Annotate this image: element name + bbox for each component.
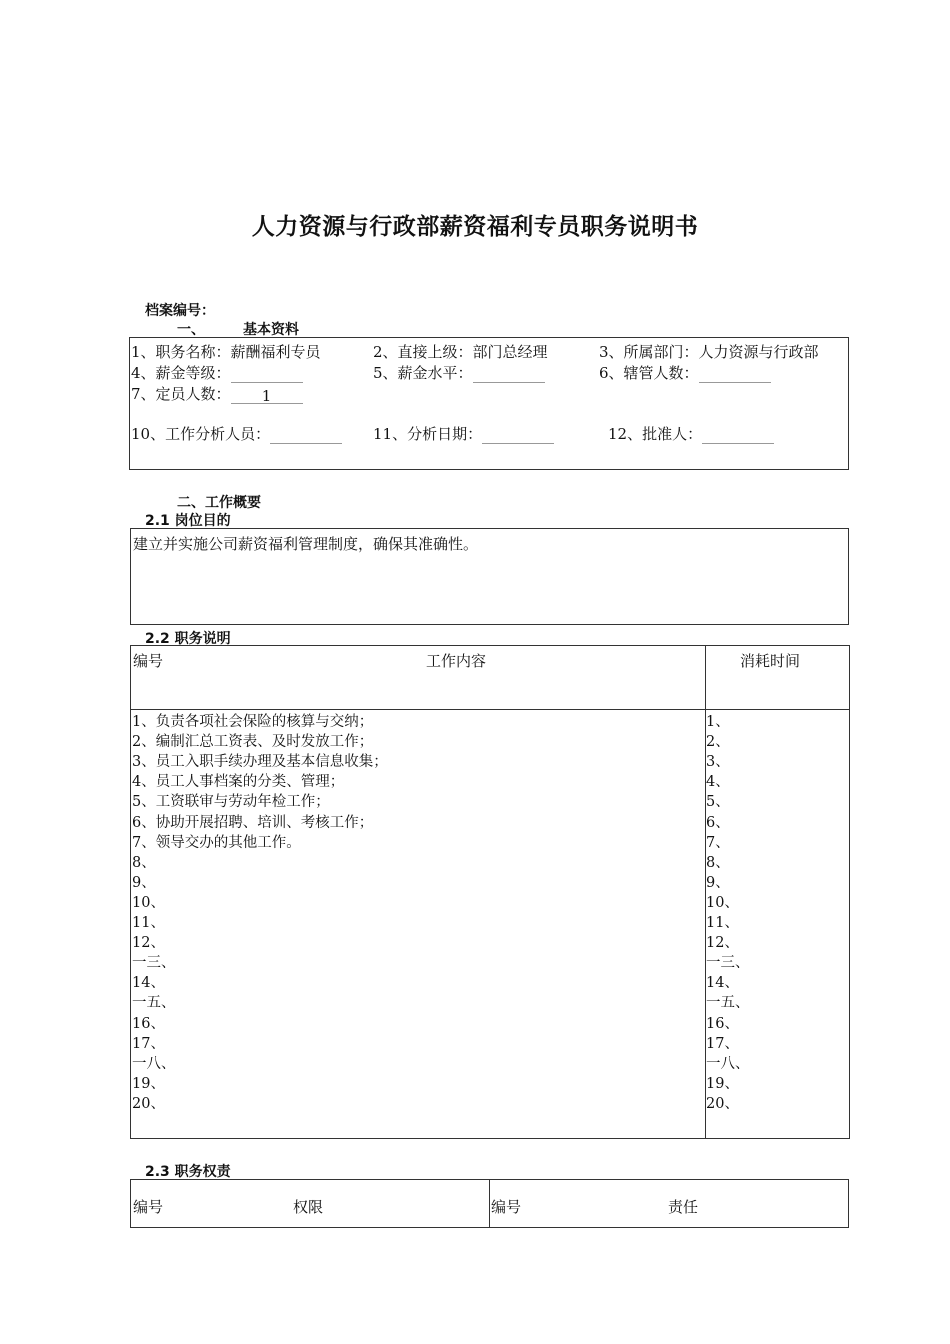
section1-number: 一、 xyxy=(177,322,205,338)
salary-level-label: 5、薪金水平： xyxy=(373,364,473,382)
time-item: 10、 xyxy=(706,894,739,911)
duty-item: 16、 xyxy=(132,1015,165,1032)
section2-title: 二、工作概要 xyxy=(177,495,261,511)
subordinates-field xyxy=(599,362,771,383)
time-item: 3、 xyxy=(706,754,730,771)
job-name-field xyxy=(131,341,321,362)
job-name-label: 1、职务名称： xyxy=(131,343,231,361)
analysis-date-blank xyxy=(482,427,554,444)
duty-item: 12、 xyxy=(132,935,165,952)
headcount-value: 1 xyxy=(231,387,303,404)
duty-item: 3、员工入职手续办理及基本信息收集； xyxy=(132,754,388,771)
subordinates-label: 6、辖管人数： xyxy=(599,364,699,382)
duty-item: 4、员工人事档案的分类、管理； xyxy=(132,774,345,791)
salary-grade-field xyxy=(131,362,303,383)
salary-level-blank xyxy=(473,366,545,383)
headcount-field xyxy=(131,383,303,404)
duty-item: 11、 xyxy=(132,915,165,931)
duty-item: 10、 xyxy=(132,894,165,911)
authority-divider xyxy=(489,1180,490,1227)
authority-col-right: 权限 xyxy=(293,1198,324,1216)
duty-item: 6、协助开展招聘、培训、考核工作； xyxy=(132,814,374,831)
subordinates-blank xyxy=(699,366,771,383)
analysis-date-field xyxy=(373,423,554,444)
duties-title: 2.2 职务说明 xyxy=(145,631,231,647)
duty-item: 一五、 xyxy=(132,995,176,1012)
salary-grade-blank xyxy=(231,366,303,383)
time-item: 一八、 xyxy=(706,1055,750,1072)
time-item: 一三、 xyxy=(706,955,750,972)
duty-item: 17、 xyxy=(132,1035,165,1052)
duty-item: 8、 xyxy=(132,854,156,871)
section1-title: 基本资料 xyxy=(243,322,299,338)
superior-field xyxy=(373,341,548,362)
duty-item: 14、 xyxy=(132,975,165,992)
duty-item: 5、工资联审与劳动年检工作； xyxy=(132,794,330,811)
time-item: 5、 xyxy=(706,794,730,811)
document-title: 人力资源与行政部薪资福利专员职务说明书 xyxy=(251,214,699,240)
superior-label: 2、直接上级： xyxy=(373,343,473,361)
analyst-field xyxy=(131,423,342,444)
time-item: 20、 xyxy=(706,1095,739,1112)
time-item: 8、 xyxy=(706,854,730,871)
purpose-box xyxy=(130,528,849,625)
approver-label: 12、批准人： xyxy=(608,425,703,443)
authority-title: 2.3 职务权责 xyxy=(145,1164,231,1180)
time-item: 4、 xyxy=(706,774,730,791)
duty-item: 9、 xyxy=(132,874,156,891)
time-item: 1、 xyxy=(706,714,730,730)
dept-label: 3、所属部门： xyxy=(599,343,699,361)
header-divider xyxy=(131,709,849,710)
time-item: 一五、 xyxy=(706,995,750,1012)
authority-col-number-1: 编号 xyxy=(133,1198,164,1216)
time-item: 14、 xyxy=(706,975,739,992)
time-item: 11、 xyxy=(706,915,739,931)
time-item: 2、 xyxy=(706,734,730,751)
approver-blank xyxy=(702,427,774,444)
time-item: 9、 xyxy=(706,874,730,891)
time-item: 17、 xyxy=(706,1035,739,1052)
duty-item: 20、 xyxy=(132,1095,165,1112)
duty-item: 19、 xyxy=(132,1075,165,1092)
authority-col-number-2: 编号 xyxy=(491,1198,522,1216)
time-item: 19、 xyxy=(706,1075,739,1092)
duty-item: 7、领导交办的其他工作。 xyxy=(132,834,301,851)
purpose-text: 建立并实施公司薪资福利管理制度，确保其准确性。 xyxy=(133,535,479,553)
authority-col-duty: 责任 xyxy=(668,1198,699,1216)
analysis-date-label: 11、分析日期： xyxy=(373,425,483,443)
salary-grade-label: 4、薪金等级： xyxy=(131,364,231,382)
salary-level-field xyxy=(373,362,545,383)
purpose-title: 2.1 岗位目的 xyxy=(145,513,231,529)
duty-item: 一三、 xyxy=(132,955,176,972)
duty-item: 2、编制汇总工资表、及时发放工作； xyxy=(132,734,374,751)
duty-item: 1、负责各项社会保险的核算与交纳； xyxy=(132,714,374,730)
job-name-value: 薪酬福利专员 xyxy=(230,343,321,361)
approver-field xyxy=(608,423,774,444)
file-number-label: 档案编号： xyxy=(145,303,215,319)
analyst-blank xyxy=(270,427,342,444)
dept-field xyxy=(599,341,819,362)
time-item: 12、 xyxy=(706,935,739,952)
dept-value: 人力资源与行政部 xyxy=(698,343,819,361)
time-item: 6、 xyxy=(706,814,730,831)
time-item: 7、 xyxy=(706,834,730,851)
analyst-label: 10、工作分析人员： xyxy=(131,425,271,443)
col-header-time: 消耗时间 xyxy=(740,652,801,670)
time-item: 16、 xyxy=(706,1015,739,1032)
col-header-number: 编号 xyxy=(133,652,164,670)
authority-table xyxy=(130,1179,849,1228)
headcount-label: 7、定员人数： xyxy=(131,385,231,403)
duty-item: 一八、 xyxy=(132,1055,176,1072)
col-header-content: 工作内容 xyxy=(426,652,487,670)
duties-table xyxy=(130,645,850,1139)
superior-value: 部门总经理 xyxy=(472,343,548,361)
basic-info-box xyxy=(129,337,849,470)
